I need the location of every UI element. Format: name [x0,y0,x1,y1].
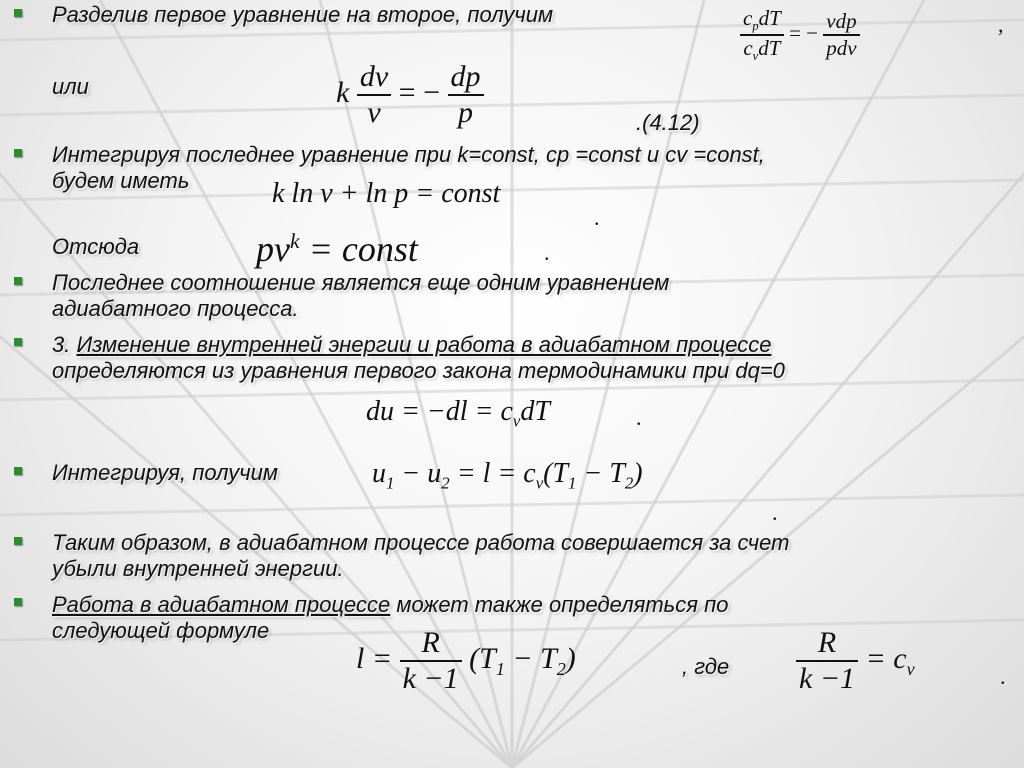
text-integrating-get: Интегрируя, получим [52,460,278,485]
text-last-relation: Последнее соотношение является еще одним уравнением [52,270,670,295]
text-adiabatic-process: адиабатного процесса. [52,296,299,321]
text-first-law: определяются из уравнения первого закона термодинамики при dq=0 [52,358,785,383]
formula-period: . [636,405,642,430]
text-we-get: будем иметь [52,168,190,193]
formula-period: . [1000,664,1006,689]
formula-u1-u2: $u_1 - u_2 = l = c_v(T_1 - T_2)$ [372,458,643,493]
formula-period: . [544,240,550,265]
formula-l-r-over-k-1: l = $\frac{R}{k -1}$ $(T_1 - T_2)$ [356,626,576,695]
equation-number: .(4.12) [636,110,700,135]
bullet-icon [14,537,22,545]
text-thus-work: Таким образом, в адиабатном процессе работа совершается за счет [52,530,790,555]
formula-r-over-k-1-cv: $\frac{R}{k -1}$ = $c_v$ [796,626,915,696]
formula-period: . [594,205,600,230]
formula-comma: , [998,12,1004,37]
formula-period: . [772,500,778,525]
bullet-icon [14,338,22,346]
formula-pvk-const: $pv^k$ = const [256,229,418,269]
text-internal-energy-change: 3. Изменение внутренней энергии и работа в адиабатном процессе [52,332,772,357]
formula-k-dv-v: k $\frac{dv}{v}$ = − $\frac{dp}{p}$ [336,60,484,130]
bullet-icon [14,9,22,17]
bullet-icon [14,149,22,157]
text-hence: Отсюда [52,234,140,259]
text-energy-decrease: убыли внутренней энергии. [52,556,344,581]
bullet-icon [14,467,22,475]
text-following-formula: следующей формуле [52,618,270,643]
bullet-icon [14,277,22,285]
text-or: или [52,74,89,99]
formula-k-ln-v: k ln v + ln p = const [272,178,501,209]
text-divide-equations: Разделив первое уравнение на второе, получим [52,2,554,27]
formula-du-dl: du = $-dl = c_vdT$ [366,396,550,431]
bullet-icon [14,598,22,606]
text-work-adiabatic: Работа в адиабатном процессе может также определяться по [52,592,729,617]
text-integrating-const: Интегрируя последнее уравнение при k=const, cp =const и cv =const, [52,142,765,167]
text-where: , где [682,654,730,679]
formula-ratio-cp-cv: $\frac{c_pdT}{c_vdT}$ = − $\frac{\text{vdp}}{\text{pdv}}$ [740,6,860,64]
